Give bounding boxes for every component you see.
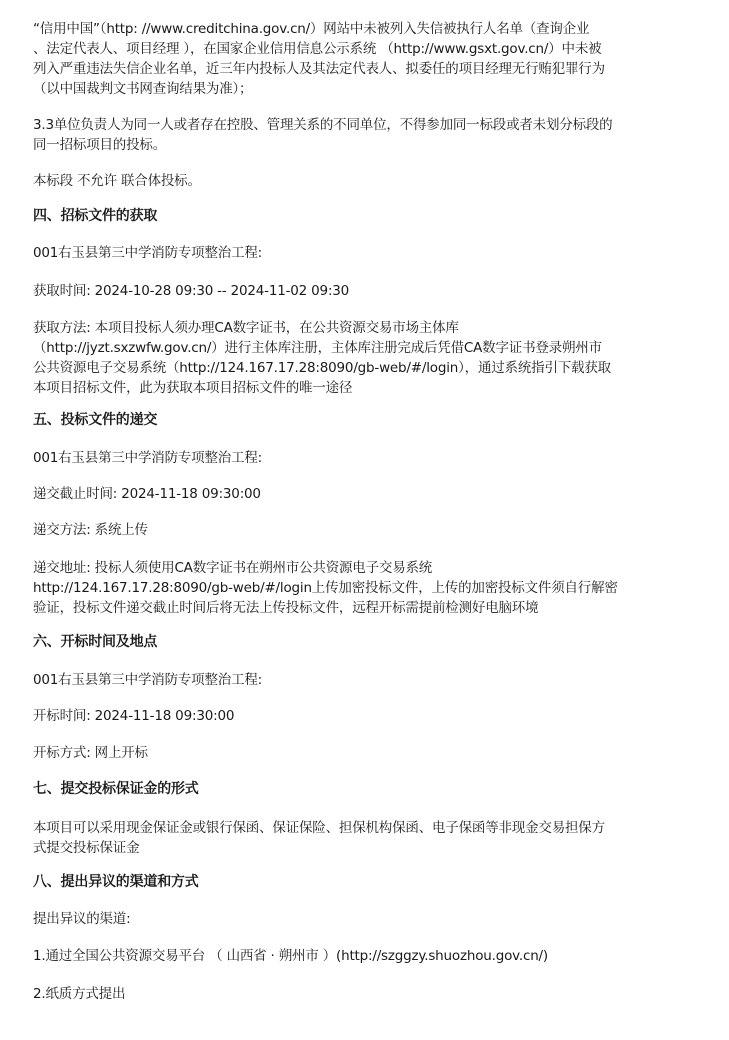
section-heading: 八、提出异议的渠道和方式 [33, 874, 199, 890]
paragraph-line: 开标方式: 网上开标 [33, 745, 148, 761]
paragraph-line: 递交截止时间: 2024-11-18 09:30:00 [33, 486, 261, 502]
paragraph-line: 、法定代表人、项目经理 ），在国家企业信用信息公示系统 （http://www.gsxt.gov.cn/）中未被 [33, 41, 602, 57]
paragraph-line: “信用中国”（http: //www.creditchina.gov.cn/）网站中未被列入失信被执行人名单（查询企业 [33, 21, 590, 37]
paragraph-line: 本标段 不允许 联合体投标。 [33, 173, 201, 189]
paragraph-line: 获取方法: 本项目投标人须办理CA数字证书，在公共资源交易市场主体库 [33, 320, 459, 336]
paragraph-line: 递交方法: 系统上传 [33, 522, 148, 538]
paragraph-line: 递交地址: 投标人须使用CA数字证书在朔州市公共资源电子交易系统 [33, 560, 433, 576]
paragraph-line: 3.3单位负责人为同一人或者存在控股、管理关系的不同单位，不得参加同一标段或者未划分标段的 [33, 117, 613, 133]
paragraph-line: 本项目可以采用现金保证金或银行保函、保证保险、担保机构保函、电子保函等非现金交易担保方 [33, 820, 605, 836]
section-heading: 五、投标文件的递交 [33, 412, 158, 428]
paragraph-line: （以中国裁判文书网查询结果为准）； [33, 81, 253, 97]
paragraph-line: 提出异议的渠道: [33, 911, 131, 927]
paragraph-line: 2.纸质方式提出 [33, 986, 126, 1002]
paragraph-line: 开标时间: 2024-11-18 09:30:00 [33, 708, 235, 724]
section-heading: 七、提交投标保证金的形式 [33, 781, 199, 797]
paragraph-line: 本项目招标文件，此为获取本项目招标文件的唯一途径 [33, 380, 353, 396]
paragraph-line: 同一招标项目的投标。 [33, 137, 166, 153]
paragraph-line: 001右玉县第三中学消防专项整治工程: [33, 672, 263, 688]
paragraph-line: 公共资源电子交易系统（http://124.167.17.28:8090/gb-web/#/login），通过系统指引下载获取 [33, 360, 611, 376]
section-heading: 四、招标文件的获取 [33, 208, 158, 224]
paragraph-line: http://124.167.17.28:8090/gb-web/#/login上传加密投标文件，上传的加密投标文件须自行解密 [33, 580, 618, 596]
section-heading: 六、开标时间及地点 [33, 634, 158, 650]
paragraph-line: 1.通过全国公共资源交易平台 （ 山西省 · 朔州市 ）(http://szggzy.shuozhou.gov.cn/) [33, 948, 548, 964]
paragraph-line: 001右玉县第三中学消防专项整治工程: [33, 245, 263, 261]
paragraph-line: 验证，投标文件递交截止时间后将无法上传投标文件，远程开标需提前检测好电脑环境 [33, 600, 539, 616]
paragraph-line: （http://jyzt.sxzwfw.gov.cn/）进行主体库注册，主体库注册完成后凭借CA数字证书登录朔州市 [33, 340, 602, 356]
paragraph-line: 获取时间: 2024-10-28 09:30 -- 2024-11-02 09:30 [33, 283, 350, 299]
paragraph-line: 001右玉县第三中学消防专项整治工程: [33, 450, 263, 466]
paragraph-line: 列入严重违法失信企业名单，近三年内投标人及其法定代表人、拟委任的项目经理无行贿犯罪行为 [33, 61, 605, 77]
paragraph-line: 式提交投标保证金 [33, 840, 140, 856]
